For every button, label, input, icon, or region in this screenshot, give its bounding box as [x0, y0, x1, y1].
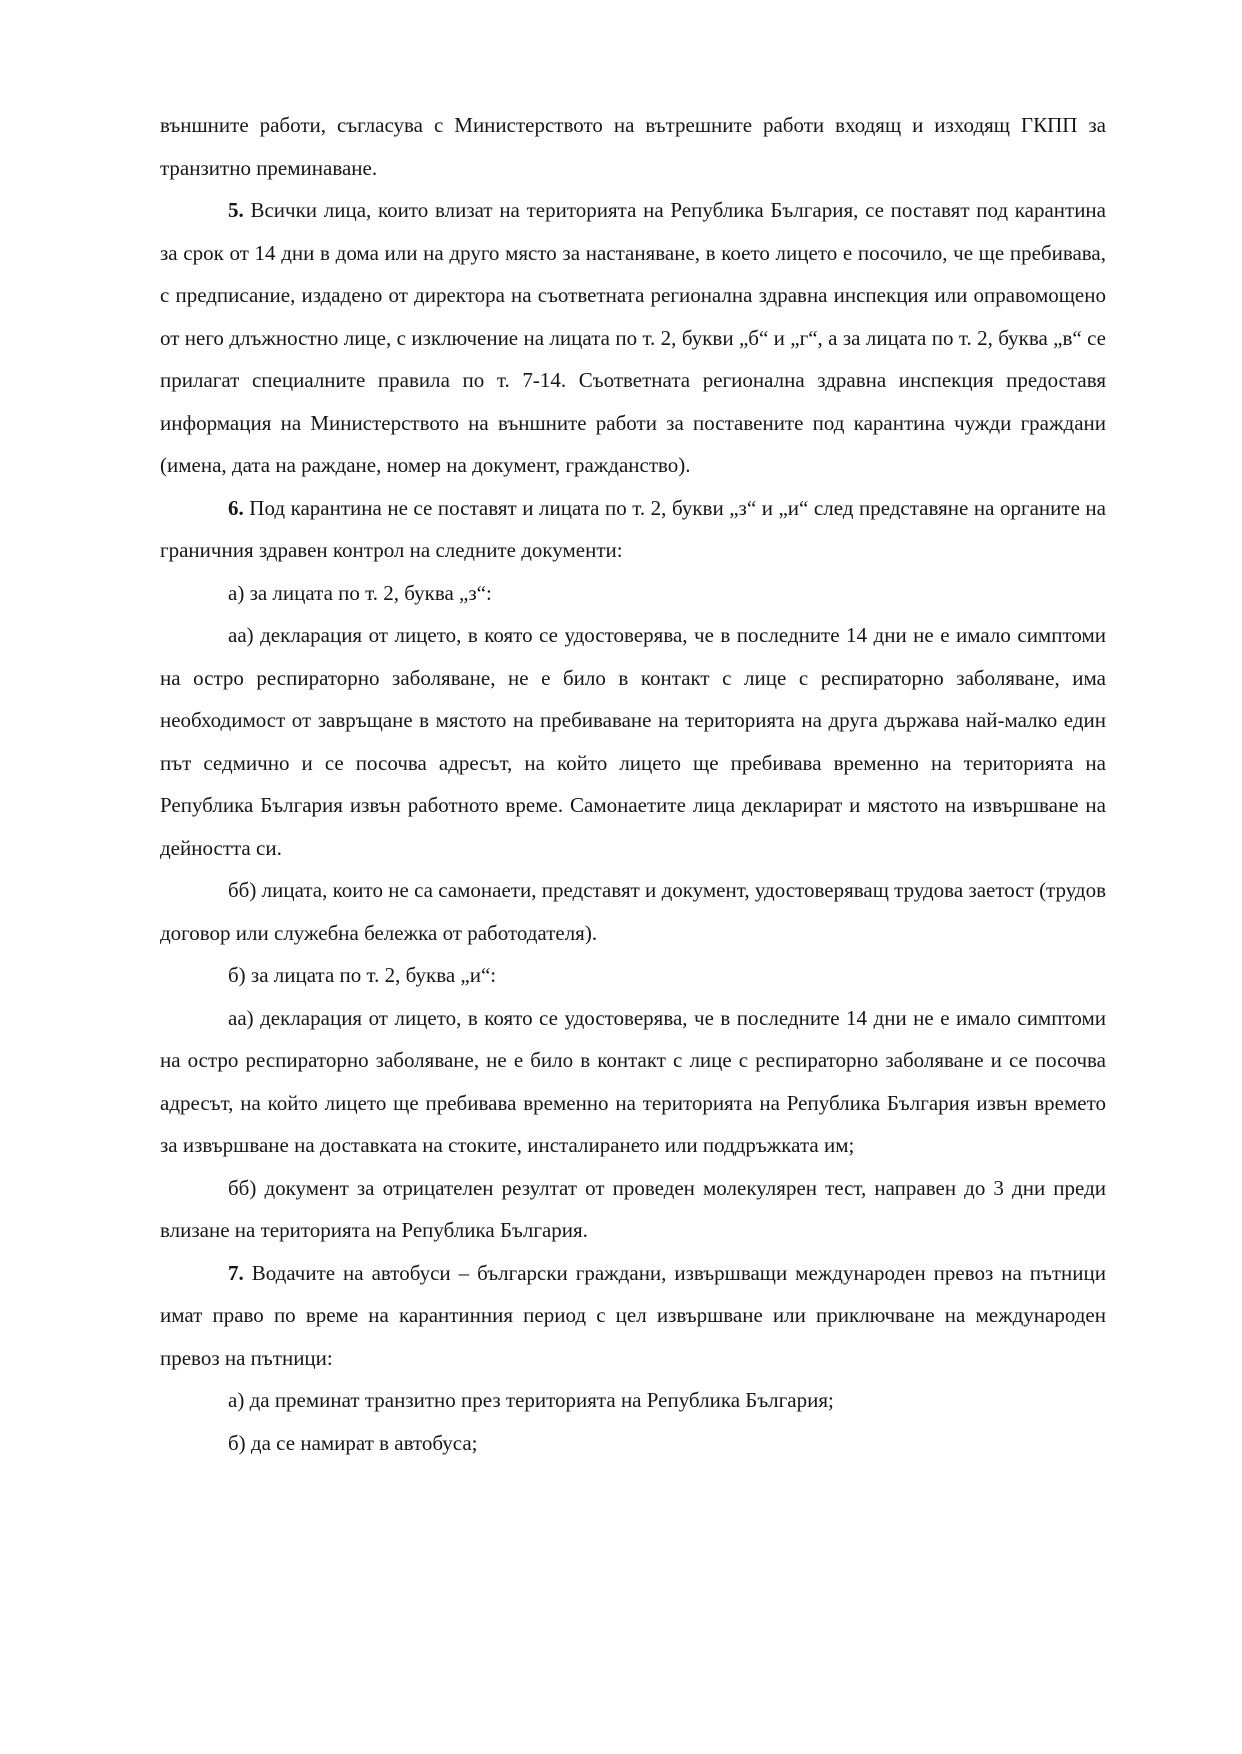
subparagraph-7-a	[160, 1379, 1106, 1422]
paragraph-number: 5.	[228, 198, 244, 222]
paragraph-7	[160, 1252, 1106, 1380]
paragraph-text: аа) декларация от лицето, в която се удостоверява, че в последните 14 дни не е имало симптоми на остро респираторно заболяване, не е било в контакт с лице с респираторно заболяване и се посочва адресът, на който лицето ще пребивава временно на територията на Република България извън времето за извършване на доставката на стоките, инсталирането или поддръжката им;	[160, 1005, 1106, 1157]
paragraph-text: б) да се намират в автобуса;	[228, 1430, 478, 1455]
paragraph-text: б) за лицата по т. 2, буква „и“:	[228, 963, 497, 987]
paragraph-number: 6.	[228, 495, 244, 520]
paragraph-text: бб) лицата, които не са самонаети, представят и документ, удостоверяващ трудова заетост (трудов договор или служебна бележка от работодателя).	[160, 878, 1106, 945]
paragraph-text: Всички лица, които влизат на територията на Република България, се поставят под карантина за срок от 14 дни в дома или на друго място за настаняване, в което лицето е посочило, че ще пребивава, с предписание, издадено от директора на съответната регионална здравна инспекция или оправомощено от него длъжностно лице, с изключение на лицата по т. 2, букви „б“ и „г“, а за лицата по т. 2, буква „в“ се прилагат специалните правила по т. 7-14. Съответната регионална здравна инспекция предоставя информация на Министерството на външните работи за поставените под карантина чужди граждани (имена, дата на раждане, номер на документ, гражданство).	[160, 198, 1106, 477]
subparagraph-a-bb	[160, 869, 1106, 954]
paragraph-text: външните работи, съгласува с Министерството на вътрешните работи входящ и изходящ ГКПП за транзитно преминаване.	[160, 113, 1106, 180]
subparagraph-b-bb	[160, 1167, 1106, 1252]
paragraph-text: аа) декларация от лицето, в която се удостоверява, че в последните 14 дни не е имало симптоми на остро респираторно заболяване, не е било в контакт с лице с респираторно заболяване, има необходимост от завръщане в мястото на пребиваване на територията на друга държава най-малко един път седмично и се посочва адресът, на който лицето ще пребивава временно на територията на Република България извън работното време. Самонаетите лица декларират и мястото на извършване на дейността си.	[160, 623, 1106, 860]
paragraph-text: бб) документ за отрицателен резултат от проведен молекулярен тест, направен до 3 дни преди влизане на територията на Република България.	[160, 1175, 1106, 1242]
paragraph-text: а) за лицата по т. 2, буква „з“:	[228, 580, 492, 605]
paragraph-text: а) да преминат транзитно през територията на Република България;	[228, 1388, 834, 1412]
paragraph-text: Под карантина не се поставят и лицата по т. 2, букви „з“ и „и“ след представяне на органите на граничния здравен контрол на следните документи:	[160, 495, 1106, 562]
subparagraph-a-aa	[160, 614, 1106, 869]
subparagraph-a	[160, 572, 1106, 615]
paragraph-text: Водачите на автобуси – български граждани, извършващи международен превоз на пътници имат право по време на карантинния период с цел извършване или приключване на международен превоз на пътници:	[160, 1260, 1106, 1370]
subparagraph-b	[160, 954, 1106, 997]
subparagraph-b-aa	[160, 997, 1106, 1167]
paragraph-continuation	[160, 104, 1106, 189]
paragraph-number: 7.	[228, 1260, 244, 1285]
paragraph-5	[160, 189, 1106, 487]
subparagraph-7-b	[160, 1422, 1106, 1465]
document-page	[160, 104, 1106, 1464]
paragraph-6	[160, 487, 1106, 572]
